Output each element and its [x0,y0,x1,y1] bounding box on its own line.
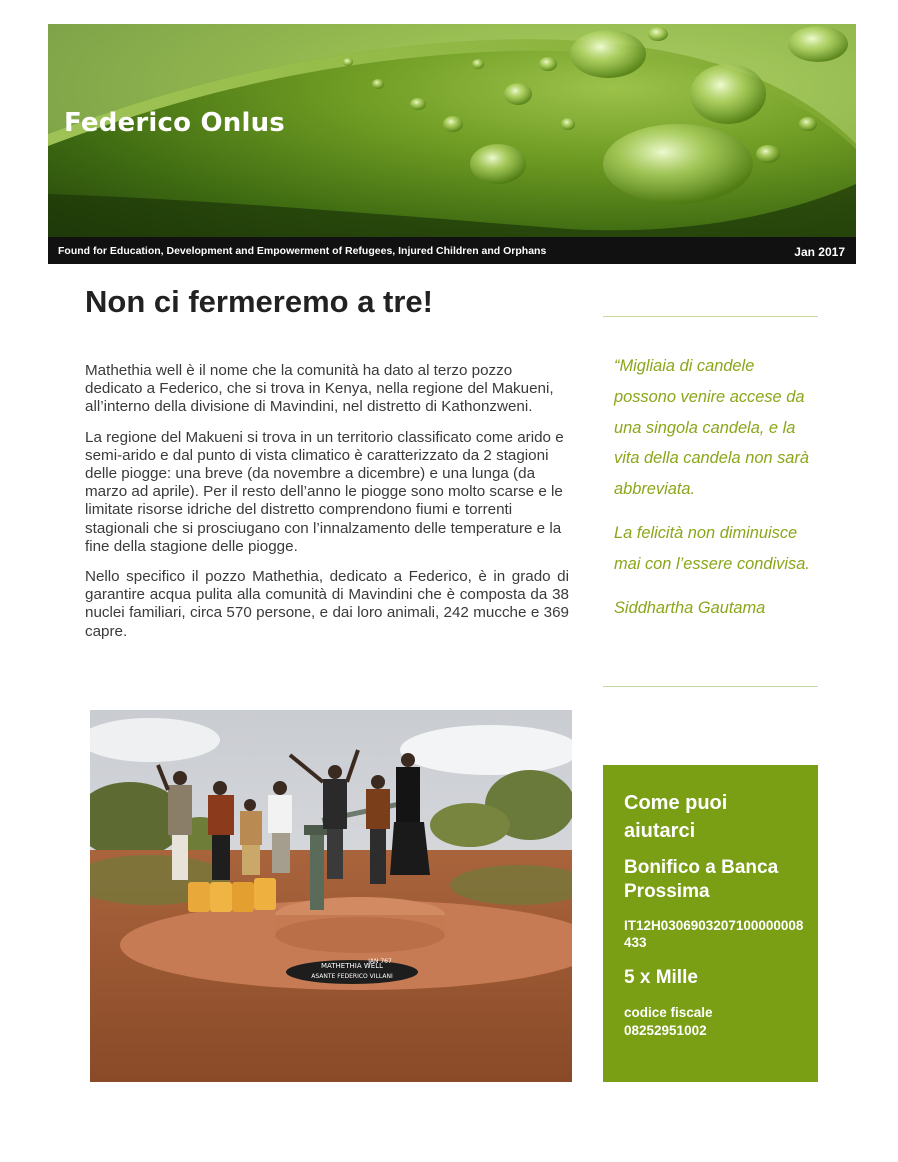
issue-date: Jan 2017 [794,245,845,259]
well-sign-line3: ASANTE FEDERICO VILLANI [311,973,393,980]
article-paragraph: Mathethia well è il nome che la comunità ha dato al terzo pozzo dedicato a Federico, che si trova in Kenya, nella regione del Makueni, all’interno della divisione di Mavindini, nel distretto di Kathonzweni. [85,362,554,416]
tagline-bar [48,237,856,264]
article-paragraph: Nello specifico il pozzo Mathethia, dedicato a Federico, è in grado di garantire acqua pulita alla comunità di Mavindini che è composta da 38 nuclei familiari, circa 570 persone, e dai loro animali, 242 mucche e 369 capre. [85,568,569,640]
iban-value: IT12H0306903207100000008433 [624,918,804,950]
tax-code-value: 08252951002 [624,1023,707,1038]
help-box [603,765,818,1082]
article-title: Non ci fermeremo a tre! [85,284,433,319]
article-paragraph: La regione del Makueni si trova in un territorio classificato come arido e semi-arido e dal punto di vista climatico è caratterizzato da 2 stagioni delle piogge: una breve (da novembre a dicembre) e una lunga (da marzo ad aprile). Per il resto dell’anno le piogge sono molto scarse e le limitate risorse idriche del distretto comprendono fiumi e torrenti stagionali che si prosciugano con l’innalzamento delle temperature e la fine della stagione delle piogge. [85,428,564,555]
quote-bottom-divider [603,686,818,687]
quote-text: “Migliaia di candele possono venire accese da una singola candela, e la vita della candela non sarà abbreviata. [614,357,809,499]
article-body [85,362,569,653]
tax-code-label: codice fiscale [624,1005,713,1020]
tax-code-block [624,1004,804,1040]
quote-author: Siddhartha Gautama [614,598,766,617]
well-photo [90,710,572,1082]
quote-top-divider [603,316,818,317]
brand-name: Federico Onlus [64,108,285,138]
header-banner [48,24,856,237]
well-sign-line1: MATHETHIA WELL [320,962,384,970]
help-title: Come puoi aiutarci [624,792,728,842]
bank-transfer-label: Bonifico a Banca Prossima [624,857,779,902]
well-photo-illustration [90,710,572,1082]
well-sign-line2: JAN 767 [368,958,392,965]
quote-text: La felicità non diminuisce mai con l’essere condivisa. [614,523,810,573]
five-per-mille-label: 5 x Mille [624,967,698,988]
tagline: Found for Education, Development and Empowerment of Refugees, Injured Children and Orphans [58,245,547,257]
quote-block [614,351,814,636]
